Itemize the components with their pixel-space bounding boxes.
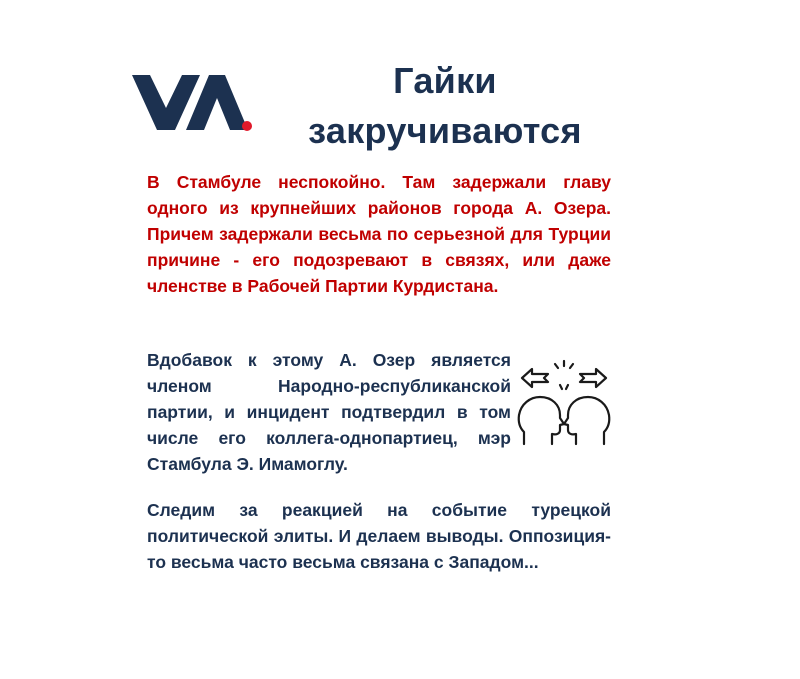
- paragraph-red: В Стамбуле неспокойно. Там задержали главу одного из крупнейших районов города А. Озера. Причем задержали весьма по серьезной для Турции причине - его подозревают в связях, или даже членстве в Рабочей Партии Курдистана.: [147, 172, 611, 296]
- two-heads-disagreement-icon: [516, 358, 612, 450]
- title-line-2: закручиваются: [308, 110, 582, 151]
- page-title: [300, 56, 590, 156]
- title-line-1: Гайки: [393, 60, 497, 101]
- va-logo-icon: [128, 30, 254, 156]
- paragraph-party: Вдобавок к этому А. Озер является членом Народно-республиканской партии, и инцидент подтвердил в том числе его коллега-однопартиец, мэр Стамбула Э. Имамоглу.: [147, 350, 511, 474]
- paragraph-conclusion: Следим за реакцией на событие турецкой политической элиты. И делаем выводы. Оппозиция-то весьма часто весьма связана с Западом...: [147, 500, 611, 572]
- va-logo: [128, 30, 254, 156]
